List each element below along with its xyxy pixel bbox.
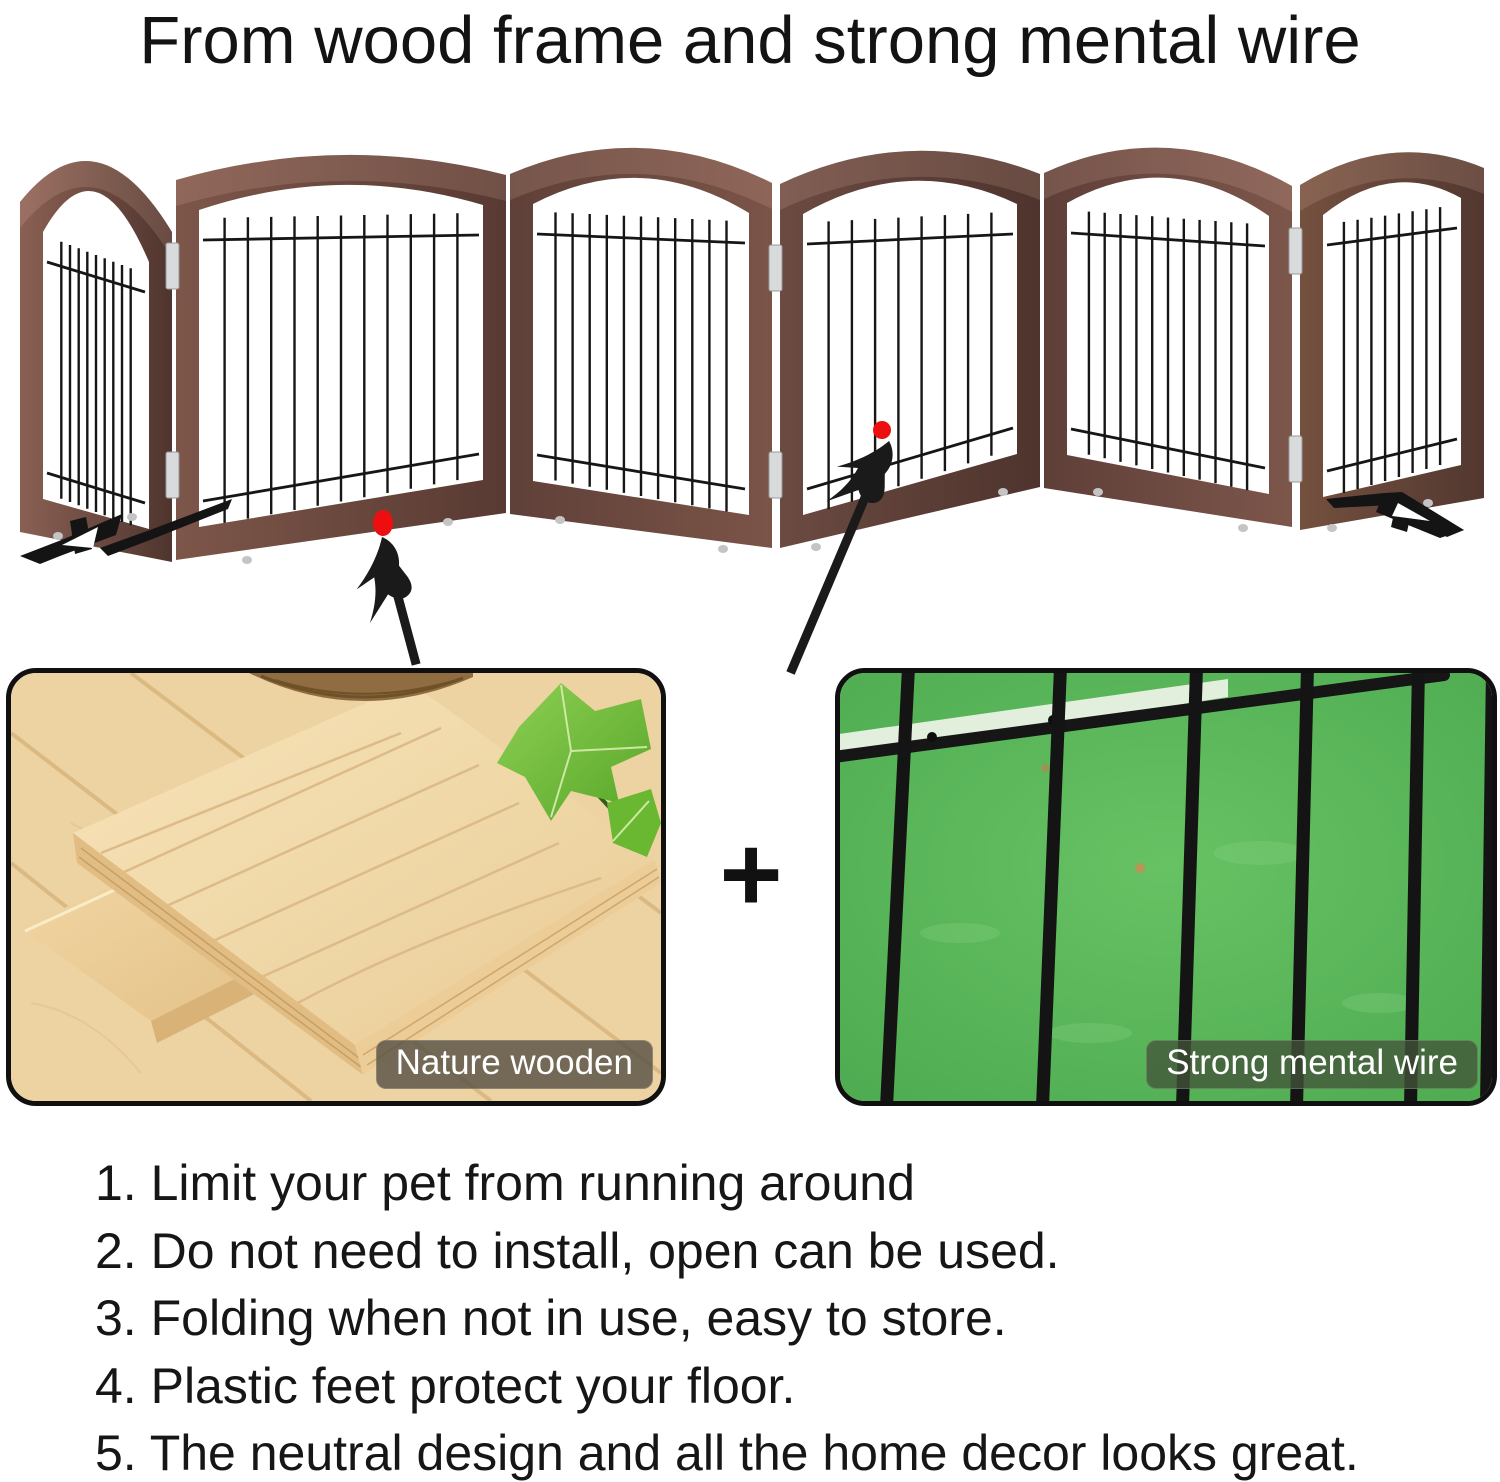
metal-wire-illustration xyxy=(840,673,1492,1101)
feature-item: 4. Plastic feet protect your floor. xyxy=(95,1357,796,1414)
wire-label-chip: Strong mental wire xyxy=(1146,1040,1478,1090)
hinge-icon xyxy=(1289,228,1302,274)
wood-detail-photo xyxy=(6,668,666,1106)
hinge-icon xyxy=(166,243,179,289)
page-title: From wood frame and strong mental wire xyxy=(139,3,1361,78)
pointer-arrow-icon xyxy=(756,426,904,679)
wood-planks-illustration xyxy=(11,673,661,1101)
red-dot-marker xyxy=(373,510,393,536)
pet-gate-illustration xyxy=(0,0,1500,700)
hinge-icon xyxy=(166,452,179,498)
feature-item: 5. The neutral design and all the home decor looks great. xyxy=(95,1425,1359,1481)
feature-list xyxy=(95,1150,1495,1482)
plus-icon: + xyxy=(719,813,783,934)
feature-item: 2. Do not need to install, open can be used. xyxy=(95,1222,1060,1279)
hinge-icon xyxy=(1289,436,1302,482)
pointer-arrow-icon xyxy=(345,533,431,674)
wood-label-chip: Nature wooden xyxy=(376,1040,653,1090)
wire-detail-photo xyxy=(835,668,1497,1106)
hinge-icon xyxy=(769,452,782,498)
support-foot-icon xyxy=(1326,492,1464,538)
feature-item: 1. Limit your pet from running around xyxy=(95,1155,915,1211)
hinge-icon xyxy=(769,245,782,291)
support-foot-icon xyxy=(20,499,232,564)
red-dot-marker xyxy=(873,421,891,439)
feature-item: 3. Folding when not in use, easy to store. xyxy=(95,1290,1007,1346)
